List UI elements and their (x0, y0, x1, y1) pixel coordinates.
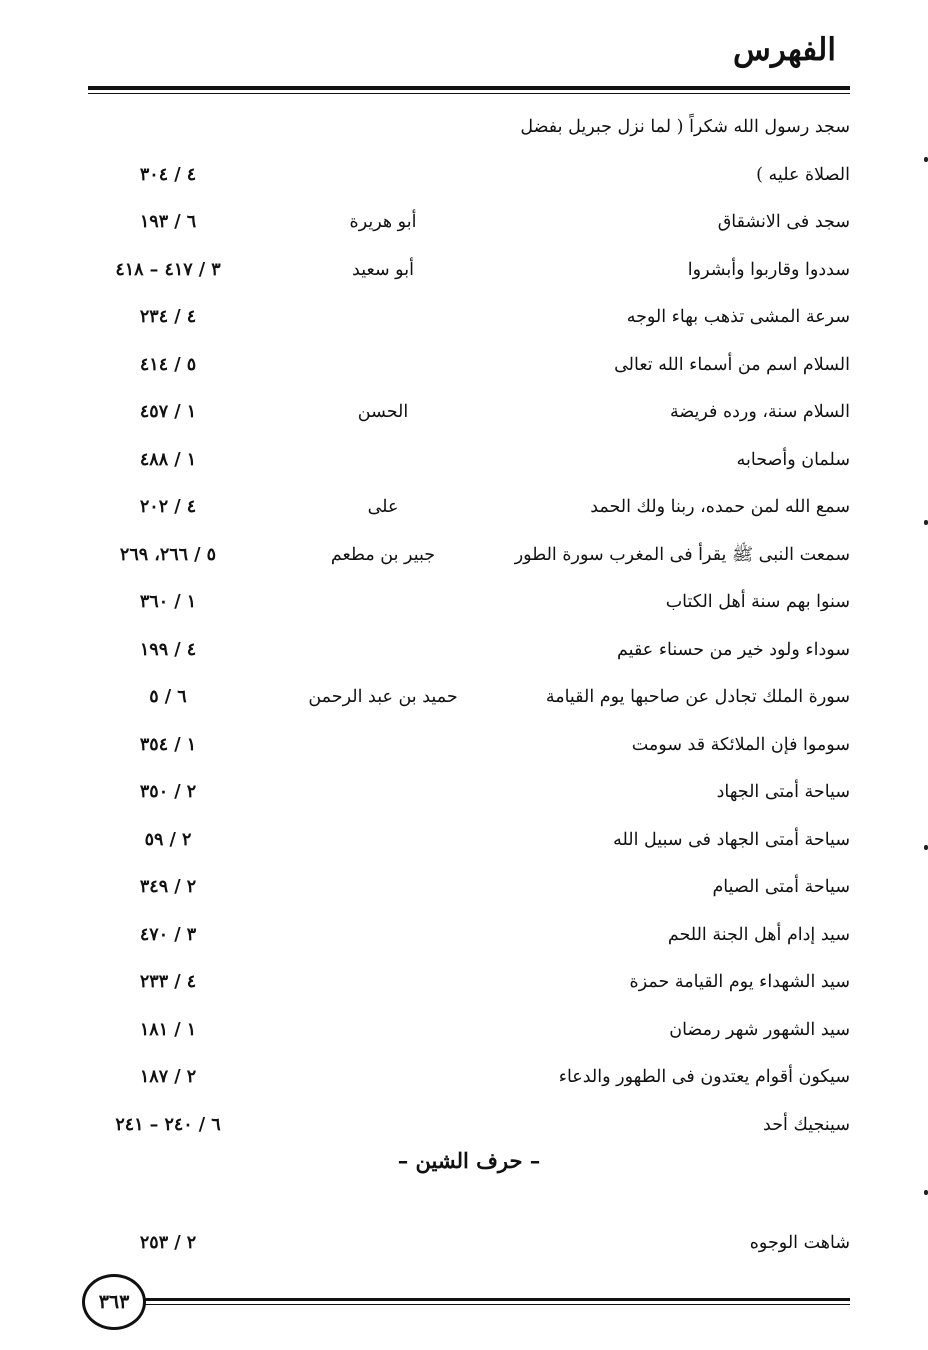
entry-text: سجد فى الانشقاق (717, 212, 850, 232)
index-entry (88, 342, 850, 390)
entry-narrator: جبير بن مطعم (330, 544, 436, 565)
index-list (88, 104, 850, 1149)
entry-reference: ١ / ٤٥٧ (139, 402, 197, 422)
entry-text: سنوا بهم سنة أهل الكتاب (665, 592, 850, 612)
entry-reference: ١ / ٤٨٨ (139, 449, 197, 470)
entry-text: سلمان وأصحابه (736, 449, 850, 470)
entry-reference: ٦ / ٥ (149, 687, 187, 707)
index-entry (88, 1007, 850, 1055)
index-entry (88, 722, 850, 770)
entry-narrator: أبو سعيد (352, 259, 414, 280)
entry-text: الصلاة عليه ) (756, 164, 850, 185)
entry-reference: ٥ / ٤١٤ (139, 354, 197, 375)
entry-text: شاهت الوجوه (749, 1233, 850, 1253)
page-title: الفهرس (733, 32, 836, 68)
entry-narrator: أبو هريرة (349, 212, 417, 232)
entry-text: سياحة أمتى الجهاد (716, 782, 850, 802)
index-entry (88, 104, 850, 152)
entry-reference: ٦ / ١٩٣ (139, 212, 197, 232)
index-entry (88, 389, 850, 437)
page-number: ٣٦٣ (82, 1274, 146, 1330)
index-entry (88, 769, 850, 817)
entry-text: سرعة المشى تذهب بهاء الوجه (626, 307, 850, 327)
scan-mark (924, 520, 928, 525)
index-entry (88, 152, 850, 200)
entry-text: سورة الملك تجادل عن صاحبها يوم القيامة (545, 687, 850, 707)
index-entry (88, 294, 850, 342)
entry-reference: ٤ / ٢٠٢ (139, 497, 197, 517)
entry-text: سيكون أقوام يعتدون فى الطهور والدعاء (558, 1067, 850, 1087)
entry-reference: ٤ / ١٩٩ (139, 639, 197, 660)
entry-text: سوداء ولود خير من حسناء عقيم (617, 639, 850, 660)
entry-text: سيد إدام أهل الجنة اللحم (667, 924, 850, 945)
index-entry (88, 437, 850, 485)
entry-text: سيد الشهور شهر رمضان (669, 1019, 850, 1040)
index-entry (88, 199, 850, 247)
entry-text: السلام اسم من أسماء الله تعالى (614, 354, 850, 375)
entry-reference: ٢ / ٢٥٣ (139, 1233, 197, 1253)
entry-reference: ٦ / ٢٤٠ – ٢٤١ (115, 1114, 221, 1135)
entry-text: سياحة أمتى الجهاد فى سبيل الله (613, 829, 850, 850)
entry-reference: ٣ / ٤١٧ – ٤١٨ (115, 259, 221, 280)
index-entry (88, 1220, 850, 1267)
entry-reference: ٢ / ٣٤٩ (139, 877, 197, 897)
entry-text: سمع الله لمن حمده، ربنا ولك الحمد (590, 497, 850, 517)
index-entry (88, 912, 850, 960)
entry-text: سجد رسول الله شكراً ( لما نزل جبريل بفضل (520, 117, 850, 137)
index-entry (88, 674, 850, 722)
entry-text: سوموا فإن الملائكة قد سومت (631, 734, 850, 755)
entry-reference: ٣ / ٤٧٠ (139, 924, 197, 945)
entry-reference: ٢ / ٥٩ (144, 829, 192, 850)
index-entry (88, 817, 850, 865)
index-entry (88, 532, 850, 580)
scan-mark (924, 845, 928, 850)
scan-mark (924, 1190, 928, 1195)
entry-reference: ١ / ١٨١ (139, 1019, 197, 1040)
index-entry (88, 864, 850, 912)
section-heading: – حرف الشين – (397, 1148, 541, 1173)
entry-narrator: على (367, 497, 399, 517)
entry-text: سمعت النبى ﷺ يقرأ فى المغرب سورة الطور (514, 544, 850, 565)
header-rule (88, 86, 850, 94)
entry-reference: ٢ / ١٨٧ (139, 1067, 197, 1087)
entry-narrator: حميد بن عبد الرحمن (308, 687, 458, 707)
entry-narrator: الحسن (357, 402, 409, 422)
entry-reference: ٢ / ٣٥٠ (139, 782, 197, 802)
index-entry (88, 959, 850, 1007)
entry-reference: ١ / ٣٦٠ (139, 592, 197, 612)
index-entry (88, 247, 850, 295)
index-entry (88, 1102, 850, 1150)
entry-text: سينجيك أحد (763, 1114, 850, 1135)
entry-reference: ٤ / ٢٣٤ (139, 307, 197, 327)
entry-text: سيد الشهداء يوم القيامة حمزة (629, 972, 850, 992)
entry-text: سياحة أمتى الصيام (712, 877, 850, 897)
index-entry (88, 1054, 850, 1102)
entry-reference: ٤ / ٢٣٣ (139, 972, 197, 992)
entry-reference: ٥ / ٢٦٦، ٢٦٩ (119, 544, 217, 565)
index-entry (88, 579, 850, 627)
entry-reference: ٤ / ٣٠٤ (139, 164, 197, 185)
index-entry (88, 627, 850, 675)
entry-reference: ١ / ٣٥٤ (139, 734, 197, 755)
index-entry (88, 484, 850, 532)
entry-text: سددوا وقاربوا وأبشروا (687, 259, 850, 280)
footer-rule (145, 1298, 850, 1305)
entry-text: السلام سنة، ورده فريضة (669, 402, 850, 422)
scan-mark (924, 157, 928, 162)
